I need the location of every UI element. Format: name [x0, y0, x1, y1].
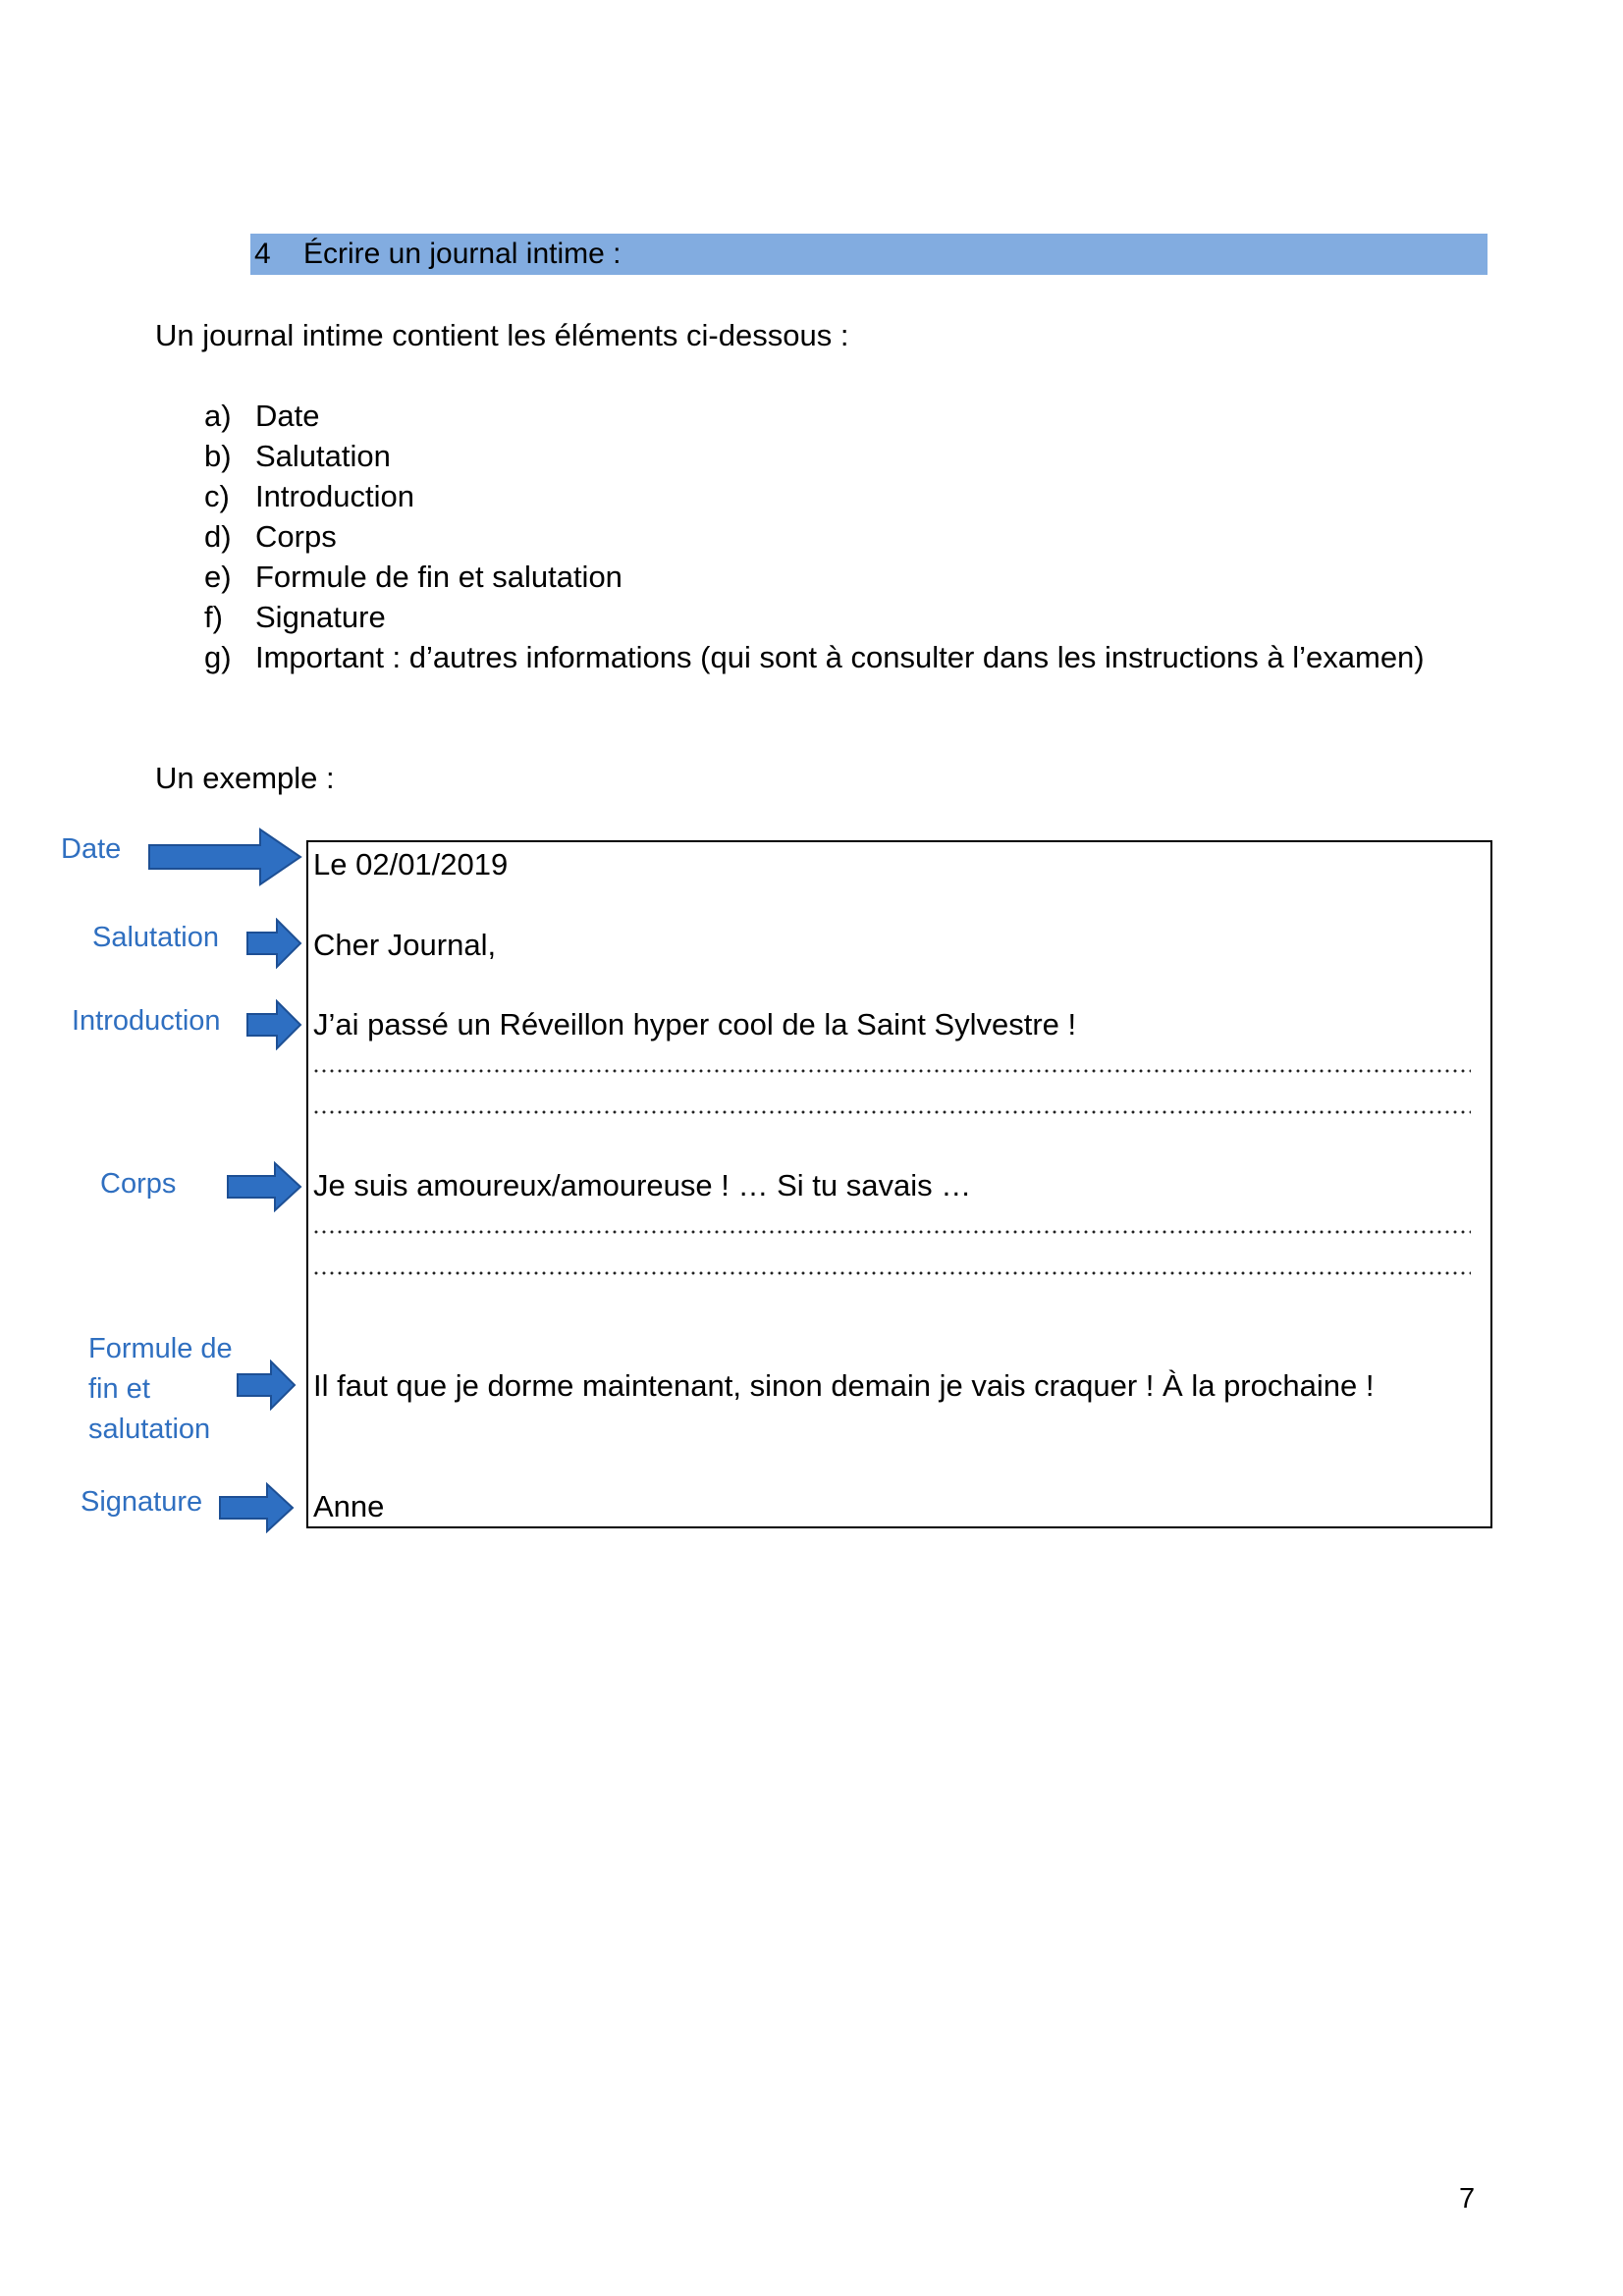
journal-salutation: Cher Journal, [313, 928, 497, 962]
arrow-right-icon [218, 1482, 297, 1533]
label-signature: Signature [81, 1486, 203, 1518]
example-label: Un exemple : [155, 761, 335, 795]
label-date: Date [61, 833, 122, 865]
label-salutation: Salutation [92, 922, 219, 953]
label-formule-line1: Formule de [88, 1333, 233, 1364]
journal-corps: Je suis amoureux/amoureuse ! … Si tu savais … [313, 1168, 972, 1202]
label-formule-line2: fin et [88, 1373, 150, 1405]
label-corps: Corps [100, 1168, 177, 1200]
list-letter: b) [204, 439, 232, 473]
dotted-line [312, 1109, 1471, 1115]
list-letter: c) [204, 479, 230, 513]
arrow-right-icon [245, 918, 304, 969]
dotted-line [312, 1068, 1471, 1074]
page-number: 7 [1459, 2183, 1476, 2215]
elements-list [204, 396, 1425, 677]
list-item [204, 557, 1425, 597]
list-letter: f) [204, 600, 223, 634]
list-letter: g) [204, 640, 232, 674]
dotted-line [312, 1229, 1471, 1235]
list-text: Salutation [255, 439, 391, 473]
journal-introduction: J’ai passé un Réveillon hyper cool de la Saint Sylvestre ! [313, 1007, 1077, 1041]
list-letter: e) [204, 560, 232, 594]
section-title: Écrire un journal intime : [303, 238, 622, 270]
list-item [204, 476, 1425, 516]
dotted-line [312, 1270, 1471, 1276]
list-item [204, 436, 1425, 476]
journal-date: Le 02/01/2019 [313, 847, 509, 881]
section-number: 4 [254, 238, 271, 270]
list-letter: a) [204, 399, 232, 433]
list-item [204, 516, 1425, 557]
list-text: Corps [255, 519, 337, 554]
label-formule-line3: salutation [88, 1414, 211, 1445]
arrow-right-icon [236, 1360, 298, 1411]
section-heading [250, 234, 1488, 275]
arrow-right-icon [226, 1161, 304, 1212]
list-text: Date [255, 399, 320, 433]
list-text: Important : d’autres informations (qui sont à consulter dans les instructions à l’examen) [255, 640, 1425, 674]
journal-formule: Il faut que je dorme maintenant, sinon demain je vais craquer ! À la prochaine ! [313, 1368, 1375, 1403]
list-text: Signature [255, 600, 386, 634]
journal-example-box [306, 840, 1492, 1528]
list-text: Introduction [255, 479, 414, 513]
list-item [204, 597, 1425, 637]
list-item [204, 396, 1425, 436]
list-text: Formule de fin et salutation [255, 560, 622, 594]
list-letter: d) [204, 519, 232, 554]
label-introduction: Introduction [72, 1005, 221, 1037]
arrow-right-icon [245, 999, 304, 1050]
arrow-right-icon [147, 828, 304, 886]
journal-signature: Anne [313, 1489, 385, 1523]
intro-text: Un journal intime contient les éléments ci-dessous : [155, 318, 849, 352]
list-item [204, 637, 1425, 677]
